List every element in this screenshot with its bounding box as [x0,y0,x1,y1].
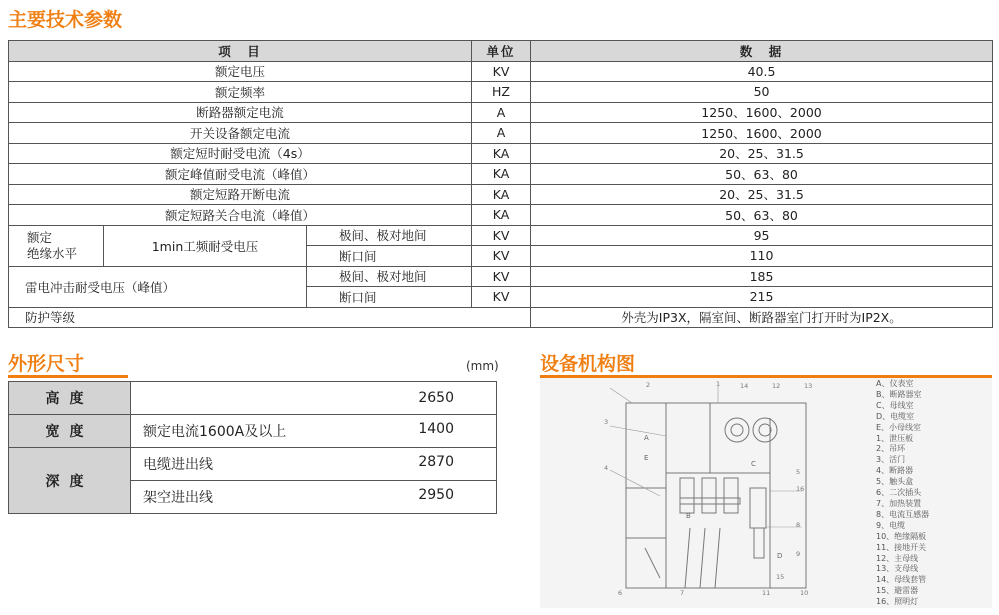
row-value: 40.5 [531,61,993,82]
table-row [9,184,993,205]
depth-cable-value: 2870 [418,454,454,470]
callout-13: 13 [804,382,813,390]
callout-14: 14 [740,382,749,390]
spec-table [8,40,993,328]
row-unit: HZ [472,82,531,103]
row-value: 185 [531,266,993,287]
legend-item: D、电缆室 [876,411,915,421]
letter-A: A [644,434,649,442]
callout-12: 12 [772,382,781,390]
dim-section-title: 外形尺寸 [8,353,85,375]
row-unit: KA [472,205,531,226]
callout-16: 16 [796,485,805,493]
depth-overhead-cell [131,481,497,514]
row-unit: A [472,123,531,144]
callout-5: 5 [796,468,801,476]
legend-item: 11、接地开关 [876,542,927,552]
unit-note: (mm) [466,359,499,373]
depth-cable-cell [131,448,497,481]
row-value: 215 [531,287,993,308]
diagram-section-title: 设备机构图 [540,353,636,375]
letter-D: D [777,552,783,560]
height-value: 2650 [131,382,497,415]
table-row [9,123,993,144]
table-row [9,225,993,246]
row-label: 额定电压 [9,61,472,82]
row-sub-label: 极间、极对地间 [307,225,472,246]
table-row [9,382,497,415]
row-sub-label: 断口间 [307,287,472,308]
callout-6: 6 [618,589,623,597]
row-unit: KV [472,246,531,267]
width-desc: 额定电流1600A及以上 [143,424,287,440]
dimension-table [8,381,497,514]
depth-label: 深度 [9,448,131,514]
legend-item: 9、电缆 [876,520,906,530]
legend-item: 15、避雷器 [876,586,919,596]
legend-item: 10、绝缘隔板 [876,531,927,541]
table-row [9,82,993,103]
row-unit: KA [472,143,531,164]
row-value: 20、25、31.5 [531,184,993,205]
depth-cable-desc: 电缆进出线 [143,457,213,473]
insulation-group-label: 额定 绝缘水平 [9,225,104,266]
letter-E: E [644,454,649,462]
dim-title-underline [8,375,128,378]
table-row [9,205,993,226]
legend-item: 2、吊环 [876,444,906,454]
row-unit: KA [472,184,531,205]
row-label: 额定频率 [9,82,472,103]
row-unit: KV [472,225,531,246]
row-value: 50、63、80 [531,164,993,185]
legend-item: C、母线室 [876,400,914,410]
legend-item: 8、电流互感器 [876,509,930,519]
header-item: 项 目 [9,41,472,62]
legend-item: 16、照明灯 [876,597,919,607]
row-label: 开关设备额定电流 [9,123,472,144]
callout-9: 9 [796,550,801,558]
callout-1: 1 [716,380,721,388]
row-value: 1250、1600、2000 [531,102,993,123]
protection-label: 防护等级 [9,307,531,328]
table-row [9,164,993,185]
table-row [9,415,497,448]
row-value: 1250、1600、2000 [531,123,993,144]
callout-15: 15 [776,573,785,581]
legend-item: A、仪表室 [876,379,914,388]
legend-item: 6、二次插头 [876,488,922,498]
table-row [9,143,993,164]
row-value: 20、25、31.5 [531,143,993,164]
callout-7: 7 [680,589,685,597]
height-label: 高度 [9,382,131,415]
protection-value: 外壳为IP3X，隔室间、断路器室门打开时为IP2X。 [531,307,993,328]
row-value: 95 [531,225,993,246]
letter-B: B [686,512,691,520]
legend-item: 3、活门 [876,455,906,465]
row-label: 额定短时耐受电流（4s） [9,143,472,164]
legend-item: 12、主母线 [876,553,919,563]
table-row [9,266,993,287]
row-unit: KV [472,61,531,82]
diagram-legend [876,379,929,608]
legend-item: 14、母线套管 [876,575,927,585]
row-unit: A [472,102,531,123]
row-unit: KA [472,164,531,185]
table-row [9,307,993,328]
row-label: 断路器额定电流 [9,102,472,123]
callout-8: 8 [796,521,801,529]
row-label: 额定短路关合电流（峰值） [9,205,472,226]
width-value: 1400 [418,421,454,437]
row-value: 110 [531,246,993,267]
row-value: 50、63、80 [531,205,993,226]
table-row [9,102,993,123]
legend-item: 7、加热装置 [876,498,922,508]
legend-item: 1、泄压板 [876,433,914,443]
letter-C: C [751,460,756,468]
power-freq-label: 1min工频耐受电压 [104,225,307,266]
header-unit: 单位 [472,41,531,62]
width-label: 宽度 [9,415,131,448]
legend-item: 13、支母线 [876,564,919,574]
callout-3: 3 [604,418,609,426]
callout-11: 11 [762,589,771,597]
spec-header-row [9,41,993,62]
row-label: 额定峰值耐受电流（峰值） [9,164,472,185]
row-unit: KV [472,287,531,308]
row-sub-label: 极间、极对地间 [307,266,472,287]
row-label: 额定短路开断电流 [9,184,472,205]
legend-item: E、小母线室 [876,422,922,432]
row-unit: KV [472,266,531,287]
header-data: 数 据 [531,41,993,62]
legend-item: 4、断路器 [876,466,914,476]
legend-item: B、断路器室 [876,389,922,399]
depth-overhead-desc: 架空进出线 [143,490,213,506]
row-value: 50 [531,82,993,103]
row-sub-label: 断口间 [307,246,472,267]
callout-4: 4 [604,464,609,472]
callout-10: 10 [800,589,809,597]
width-cell [131,415,497,448]
callout-2: 2 [646,381,651,389]
table-row [9,61,993,82]
spec-section-title: 主要技术参数 [8,9,123,31]
legend-item: 5、触头盒 [876,477,914,487]
depth-overhead-value: 2950 [418,487,454,503]
lightning-label: 雷电冲击耐受电压（峰值） [9,266,307,307]
table-row [9,448,497,481]
